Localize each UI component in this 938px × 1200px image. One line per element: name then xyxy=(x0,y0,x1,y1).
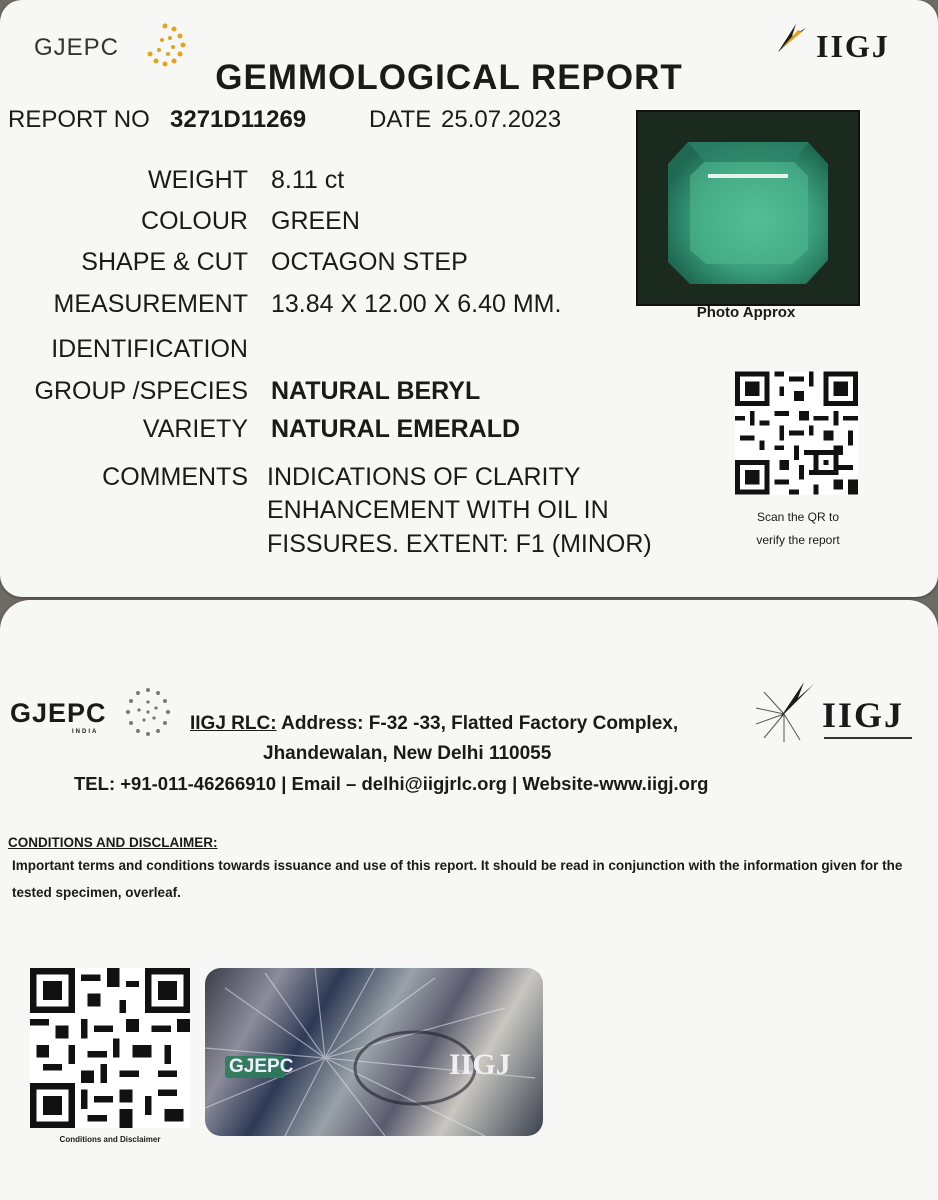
address-line-1 xyxy=(190,713,678,735)
colour-label: COLOUR xyxy=(141,207,248,235)
hologram-iigj-text: IIGJ xyxy=(449,1048,511,1081)
address-text: Address: F-32 -33, Flatted Factory Complex, xyxy=(276,713,679,734)
conditions-text: Important terms and conditions towards issuance and use of this report. It should be read in conjunction with the information given for the tested specimen, overleaf. xyxy=(12,858,903,900)
comments-line: INDICATIONS OF CLARITY xyxy=(267,463,581,491)
arrow-logo-icon xyxy=(752,682,816,746)
verification-qr-code[interactable] xyxy=(735,370,858,496)
measurement-label: MEASUREMENT xyxy=(53,290,248,318)
report-card-front xyxy=(0,0,938,597)
gemstone-photo xyxy=(636,110,860,306)
comments-label: COMMENTS xyxy=(102,463,248,491)
weight-value: 8.11 ct xyxy=(271,166,345,194)
iigj-logo-text: IIGJ xyxy=(822,695,905,735)
qr-caption-line: verify the report xyxy=(756,533,840,547)
conditions-qr-code[interactable] xyxy=(30,966,190,1130)
address-prefix: IIGJ RLC: xyxy=(190,713,277,734)
report-no-value: 3271D11269 xyxy=(170,106,307,133)
weight-label: WEIGHT xyxy=(148,166,248,194)
emerald-image xyxy=(638,112,858,304)
hologram-gjepc-text: GJEPC xyxy=(229,1056,294,1077)
qr-caption-line: Scan the QR to xyxy=(756,510,840,524)
group-species-value: NATURAL BERYL xyxy=(271,377,481,405)
variety-label: VARIETY xyxy=(142,415,248,443)
iigj-logo-text: IIGJ xyxy=(816,28,890,64)
shape-cut-value: OCTAGON STEP xyxy=(271,248,468,276)
gjepc-logo xyxy=(10,698,107,735)
gjepc-logo-subtext: INDIA xyxy=(72,729,99,735)
measurement-value: 13.84 X 12.00 X 6.40 MM. xyxy=(271,290,562,318)
gjepc-logo-text: GJEPC xyxy=(34,34,120,61)
colour-value: GREEN xyxy=(271,207,360,235)
comments-line: ENHANCEMENT WITH OIL IN xyxy=(267,496,609,524)
report-title: GEMMOLOGICAL REPORT xyxy=(215,58,683,97)
security-hologram xyxy=(205,968,543,1136)
identification-label: IDENTIFICATION xyxy=(51,335,248,363)
conditions-title: CONDITIONS AND DISCLAIMER: xyxy=(8,835,218,850)
report-card-back xyxy=(0,600,938,1200)
address-line-2: Jhandewalan, New Delhi 110055 xyxy=(263,743,552,764)
date-label: DATE xyxy=(369,106,432,133)
conditions-qr-caption: Conditions and Disclaimer xyxy=(59,1135,161,1144)
gjepc-logo-text: GJEPC xyxy=(10,698,107,728)
logo-underline xyxy=(824,737,912,739)
contact-line: TEL: +91-011-46266910 | Email – delhi@iigjrlc.org | Website-www.iigj.org xyxy=(74,773,709,794)
date-value: 25.07.2023 xyxy=(441,106,562,133)
group-species-label: GROUP /SPECIES xyxy=(34,377,248,405)
report-no-label: REPORT NO xyxy=(8,106,150,133)
sunburst-icon xyxy=(120,684,176,740)
comments-line: FISSURES. EXTENT: F1 (MINOR) xyxy=(267,530,652,558)
variety-value: NATURAL EMERALD xyxy=(271,415,521,443)
shape-cut-label: SHAPE & CUT xyxy=(81,248,248,276)
arrow-logo-icon xyxy=(776,22,810,54)
photo-caption: Photo Approx xyxy=(696,304,796,321)
